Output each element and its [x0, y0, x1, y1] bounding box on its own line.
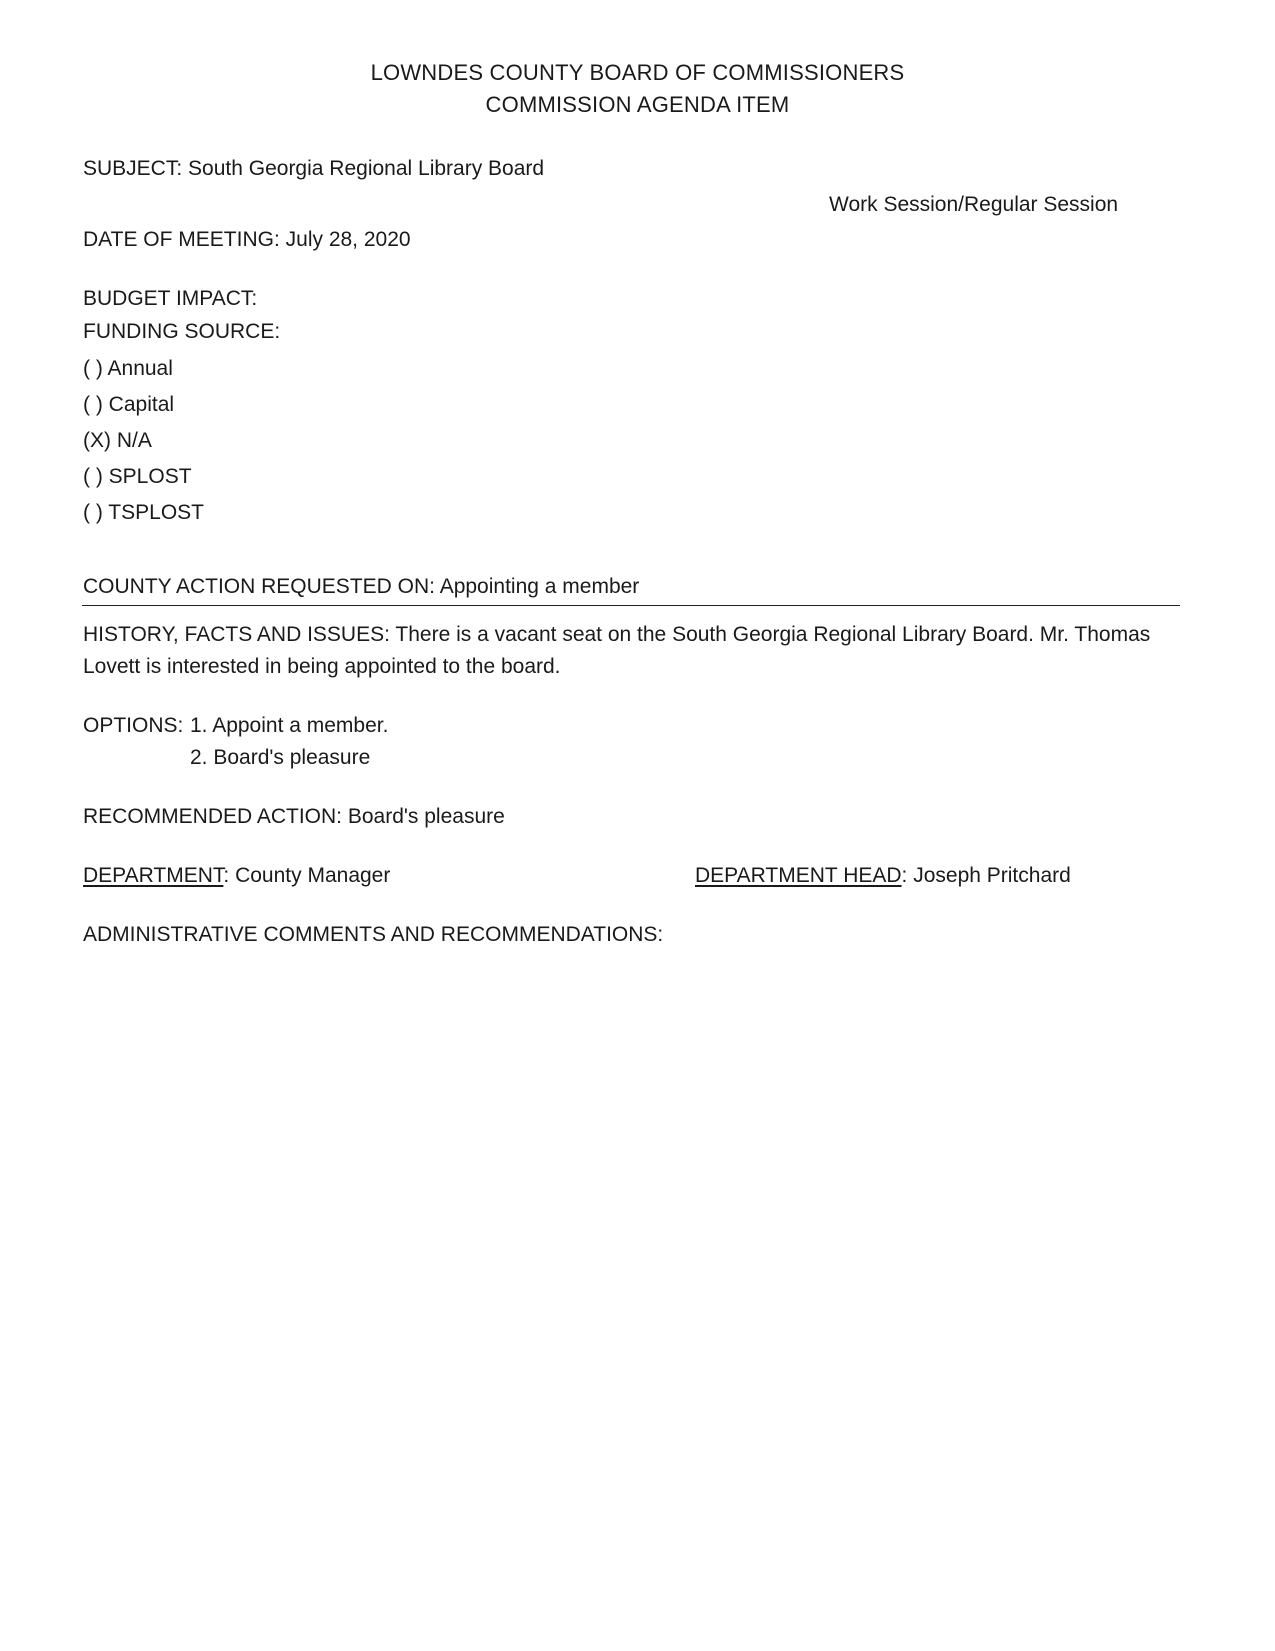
subject-label: SUBJECT:	[83, 157, 183, 180]
option-item: 1. Appoint a member.	[190, 714, 389, 737]
funding-option	[83, 466, 192, 487]
document-subtitle: COMMISSION AGENDA ITEM	[485, 92, 790, 117]
subject-value: South Georgia Regional Library Board	[188, 157, 545, 180]
budget-impact-line	[83, 288, 257, 309]
funding-option-mark: ( )	[83, 501, 103, 524]
subject-line	[83, 158, 544, 179]
funding-option	[83, 502, 204, 523]
section-divider	[82, 605, 1180, 606]
county-action-value: Appointing a member	[439, 575, 640, 598]
funding-option-label: Annual	[107, 357, 173, 380]
budget-impact-label: BUDGET IMPACT:	[83, 287, 258, 310]
funding-option-mark: ( )	[83, 465, 103, 488]
funding-option-label: N/A	[116, 429, 152, 452]
funding-option-mark: (X)	[83, 429, 111, 452]
department-label: DEPARTMENT	[83, 864, 224, 887]
funding-option-label: SPLOST	[108, 465, 192, 488]
document-title: LOWNDES COUNTY BOARD OF COMMISSIONERS	[370, 60, 905, 85]
funding-option-label: TSPLOST	[108, 501, 204, 524]
recommended-action-line	[83, 806, 505, 827]
funding-option-mark: ( )	[83, 393, 103, 416]
department-value: : County Manager	[223, 864, 391, 887]
admin-comments-label: ADMINISTRATIVE COMMENTS AND RECOMMENDATIONS:	[83, 923, 664, 946]
meeting-date-line	[83, 229, 411, 250]
funding-option-mark: ( )	[83, 357, 103, 380]
meeting-date-label: DATE OF MEETING:	[83, 228, 280, 251]
recommended-action-label: RECOMMENDED ACTION:	[83, 805, 343, 828]
county-action-label: COUNTY ACTION REQUESTED ON:	[83, 575, 435, 598]
funding-option	[83, 394, 174, 415]
department-line	[83, 865, 390, 886]
funding-source-label: FUNDING SOURCE:	[83, 320, 281, 343]
history-text-1: There is a vacant seat on the South Georgia Regional Library Board. Mr. Thomas	[395, 623, 1151, 646]
funding-option	[83, 358, 173, 379]
county-action-line	[83, 576, 639, 597]
options-label: OPTIONS:	[83, 714, 184, 737]
option-item: 2. Board's pleasure	[190, 746, 371, 769]
meeting-date-value: July 28, 2020	[285, 228, 411, 251]
history-line-1	[83, 624, 1150, 645]
funding-option	[83, 430, 152, 451]
session-type: Work Session/Regular Session	[829, 193, 1119, 216]
funding-option-label: Capital	[108, 393, 175, 416]
recommended-action-value: Board's pleasure	[347, 805, 505, 828]
history-label: HISTORY, FACTS AND ISSUES:	[83, 623, 390, 646]
history-text-2: Lovett is interested in being appointed to the board.	[83, 655, 561, 678]
department-head-value: : Joseph Pritchard	[901, 864, 1071, 887]
department-head-line	[695, 865, 1071, 886]
department-head-label: DEPARTMENT HEAD	[695, 864, 902, 887]
